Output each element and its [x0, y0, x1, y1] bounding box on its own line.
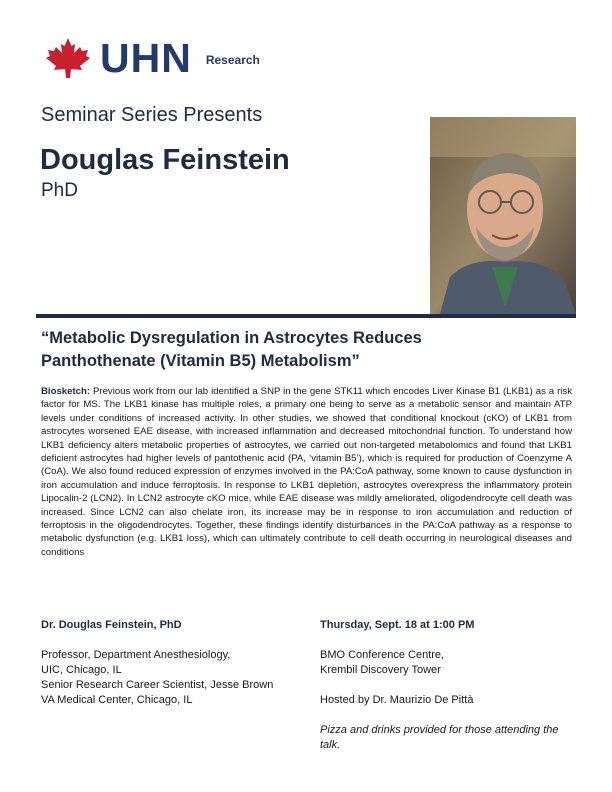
- speaker-info-name: Dr. Douglas Feinstein, PhD: [41, 619, 182, 631]
- speaker-degree: PhD: [41, 180, 78, 201]
- talk-title-line2: Panthothenate (Vitamin B5) Metabolism”: [41, 352, 360, 370]
- speaker-info-line: VA Medical Center, Chicago, IL: [41, 694, 193, 706]
- speaker-info-line: Professor, Department Anesthesiology,: [41, 649, 231, 661]
- speaker-info: [41, 618, 311, 708]
- biosketch: [41, 385, 572, 559]
- event-note: Pizza and drinks provided for those attending the talk.: [320, 724, 559, 751]
- talk-title-line1: “Metabolic Dysregulation in Astrocytes Reduces: [41, 329, 422, 347]
- event-info: [320, 618, 580, 753]
- biosketch-label: Biosketch:: [41, 386, 91, 397]
- event-venue-line2: Krembil Discovery Tower: [320, 664, 441, 676]
- biosketch-text: Previous work from our lab identified a SNP in the gene STK11 which encodes Liver Kinase B1 (LKB1) as a risk factor for MS. The LKB1 kinase has multiple roles, a primary one being to serve as a metabolic sensor and maintain ATP levels under conditions of increased activity. In other studies, we showed that conditional knockout (cKO) of LKB1 from astrocytes worsened EAE disease, with increased inflammation and decreased mitochondrial function. To understand how LKB1 deficiency alters metabolic properties of astrocytes, we carried out non-targeted metabolomics and found that LKB1 deficient astrocytes had higher levels of pantothenic acid (PA, ‘vitamin B5’), which is required for production of Coenzyme A (CoA). We also found reduced expression of enzymes involved in the PA:CoA pathway, some known to cause dysfunction in iron accumulation and induce ferroptosis. In response to LKB1 depletion, astrocytes overexpress the inflammatory protein Lipocalin-2 (LCN2). In LCN2 astrocyte cKO mice, while EAE disease was mildly ameliorated, oligodendrocyte cell death was increased. Since LCN2 can also chelate iron, its increase may be in response to iron accumulation and reduction of ferroptosis in the oligodendrocytes. Together, these findings identify disturbances in the PA:CoA pathway as a response to metabolic dysfunction (e.g. LKB1 loss), which can ultimately contribute to cell death occurring in neurological diseases and conditions: [41, 386, 572, 558]
- talk-title: [41, 327, 561, 373]
- event-datetime: Thursday, Sept. 18 at 1:00 PM: [320, 619, 475, 631]
- speaker-photo: [430, 117, 576, 314]
- logo-tagline: Research: [205, 53, 260, 67]
- speaker-info-line: Senior Research Career Scientist, Jesse Brown: [41, 679, 274, 691]
- uhn-research-logo: [44, 36, 260, 80]
- series-heading: Seminar Series Presents: [41, 104, 263, 126]
- speaker-info-line: UIC, Chicago, IL: [41, 664, 122, 676]
- maple-leaf-icon: [44, 36, 92, 80]
- logo-wordmark: UHN: [100, 34, 192, 81]
- event-host: Hosted by Dr. Maurizio De Pittà: [320, 694, 474, 706]
- divider-rule: [36, 314, 576, 318]
- speaker-name: Douglas Feinstein: [40, 144, 290, 176]
- event-venue-line1: BMO Conference Centre,: [320, 649, 445, 661]
